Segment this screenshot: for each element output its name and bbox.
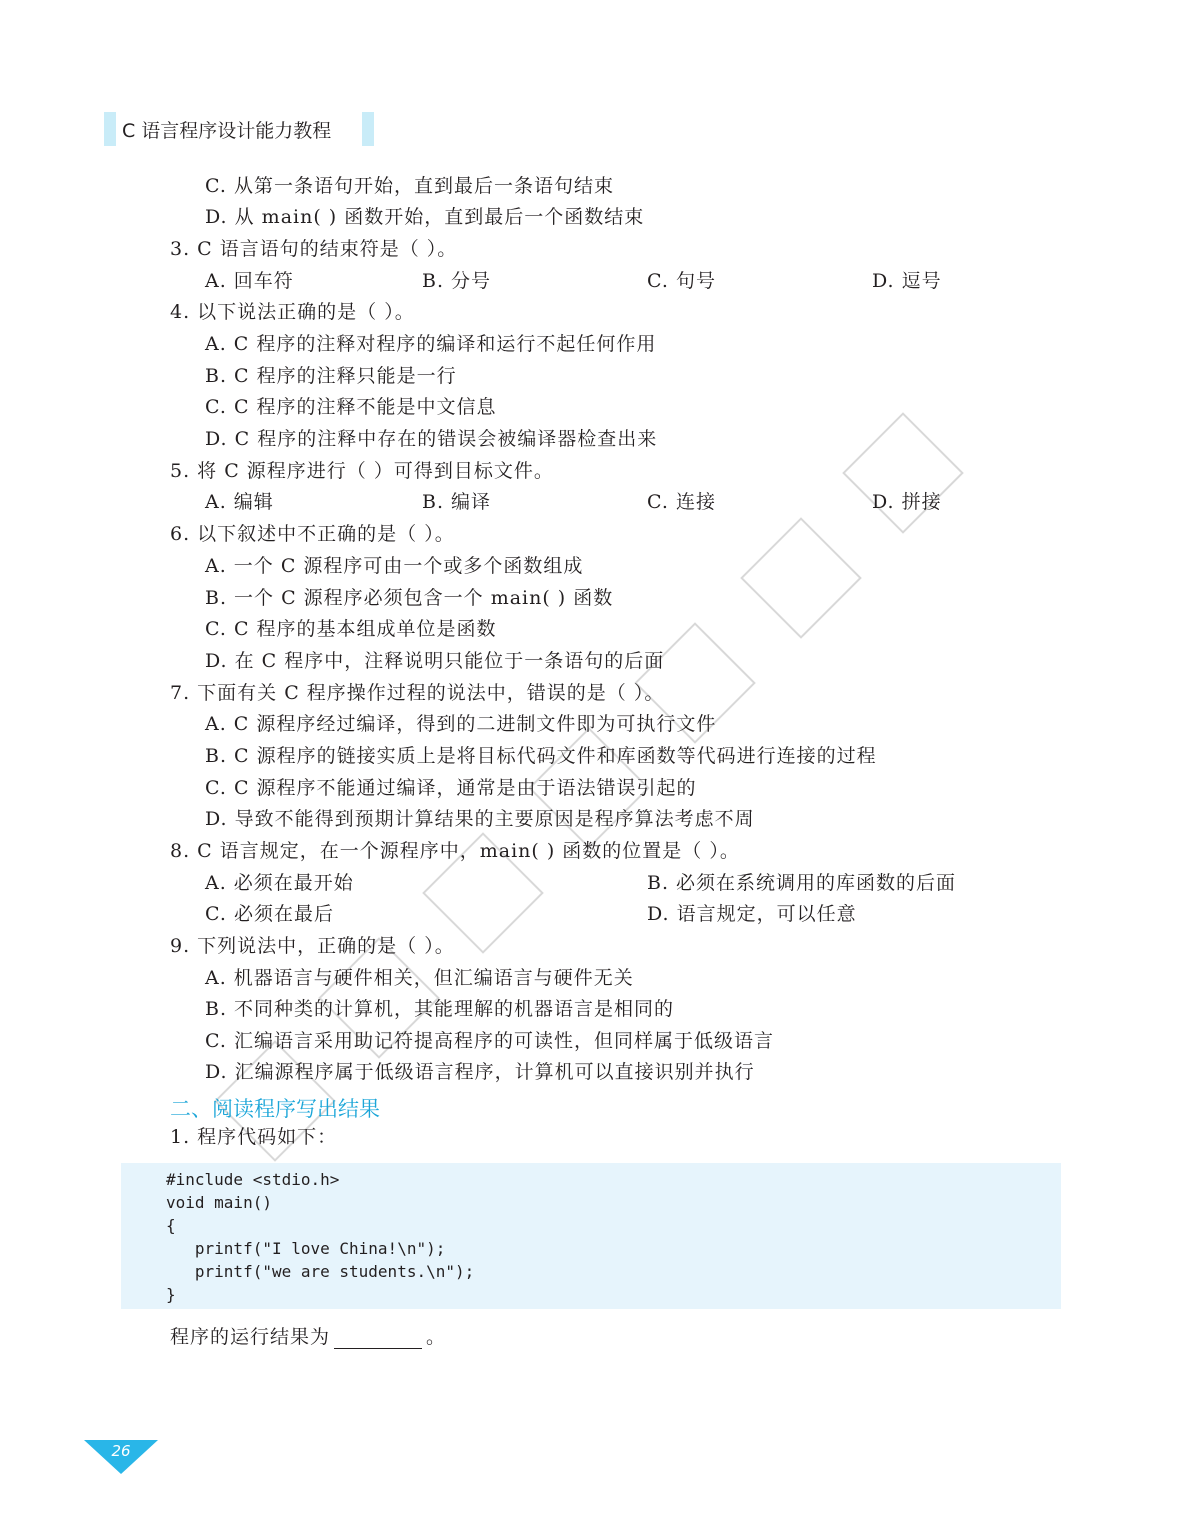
option-d: D. 从 main( ) 函数开始，直到最后一个函数结束 <box>205 206 645 228</box>
option-d: D. 语言规定，可以任意 <box>647 903 857 925</box>
book-title: C 语言程序设计能力教程 <box>122 120 332 142</box>
option-a: A. 回车符 <box>205 270 294 292</box>
result-suffix: 。 <box>426 1326 447 1348</box>
option-c: C. C 程序的基本组成单位是函数 <box>205 618 497 640</box>
option-c: C. C 程序的注释不能是中文信息 <box>205 396 497 418</box>
result-prefix: 程序的运行结果为 <box>170 1326 331 1348</box>
question-9: 9. 下列说法中，正确的是（ ）。 <box>170 935 455 957</box>
code-line: void main() <box>166 1193 272 1212</box>
option-a: A. 机器语言与硬件相关，但汇编语言与硬件无关 <box>205 967 634 989</box>
question-5: 5. 将 C 源程序进行（ ）可得到目标文件。 <box>170 460 554 482</box>
code-block <box>121 1163 1061 1309</box>
option-b: B. C 程序的注释只能是一行 <box>205 365 457 387</box>
watermark-diamond <box>740 517 862 639</box>
option-a: A. 编辑 <box>205 491 274 513</box>
option-c: C. 汇编语言采用助记符提高程序的可读性，但同样属于低级语言 <box>205 1030 774 1052</box>
option-c: C. C 源程序不能通过编译，通常是由于语法错误引起的 <box>205 777 697 799</box>
watermark-diamond <box>842 412 964 534</box>
question-3: 3. C 语言语句的结束符是（ ）。 <box>170 238 458 260</box>
option-d: D. 导致不能得到预期计算结果的主要原因是程序算法考虑不周 <box>205 808 755 830</box>
code-line: } <box>166 1285 176 1304</box>
section-heading: 二、阅读程序写出结果 <box>170 1097 380 1121</box>
question-7: 7. 下面有关 C 程序操作过程的说法中，错误的是（ ）。 <box>170 682 665 704</box>
option-b: B. 一个 C 源程序必须包含一个 main( ) 函数 <box>205 587 614 609</box>
page-number-tab <box>84 1440 158 1474</box>
option-c: C. 从第一条语句开始，直到最后一条语句结束 <box>205 175 614 197</box>
header-bar-right <box>362 112 374 146</box>
option-d: D. 逗号 <box>872 270 942 292</box>
option-b: B. C 源程序的链接实质上是将目标代码文件和库函数等代码进行连接的过程 <box>205 745 877 767</box>
option-b: B. 分号 <box>422 270 492 292</box>
option-c: C. 必须在最后 <box>205 903 334 925</box>
question-intro: 1. 程序代码如下： <box>170 1126 338 1148</box>
option-b: B. 不同种类的计算机，其能理解的机器语言是相同的 <box>205 998 675 1020</box>
option-a: A. C 程序的注释对程序的编译和运行不起任何作用 <box>205 333 657 355</box>
option-d: D. 汇编源程序属于低级语言程序，计算机可以直接识别并执行 <box>205 1061 755 1083</box>
option-d: D. 在 C 程序中，注释说明只能位于一条语句的后面 <box>205 650 665 672</box>
answer-blank <box>334 1330 422 1349</box>
option-c: C. 句号 <box>647 270 716 292</box>
result-line <box>170 1325 446 1349</box>
question-8: 8. C 语言规定，在一个源程序中，main( ) 函数的位置是（ ）。 <box>170 840 740 862</box>
page-number: 26 <box>111 1442 131 1460</box>
option-c: C. 连接 <box>647 491 716 513</box>
code-line: printf("I love China!\n"); <box>166 1239 446 1258</box>
option-d: D. 拼接 <box>872 491 942 513</box>
option-b: B. 编译 <box>422 491 492 513</box>
option-a: A. 必须在最开始 <box>205 872 354 894</box>
question-4: 4. 以下说法正确的是（ ）。 <box>170 301 415 323</box>
code-line: { <box>166 1216 176 1235</box>
header-bar-left <box>104 112 116 146</box>
code-line: printf("we are students.\n"); <box>166 1262 475 1281</box>
question-6: 6. 以下叙述中不正确的是（ ）。 <box>170 523 455 545</box>
option-a: A. C 源程序经过编译，得到的二进制文件即为可执行文件 <box>205 713 717 735</box>
option-a: A. 一个 C 源程序可由一个或多个函数组成 <box>205 555 584 577</box>
option-d: D. C 程序的注释中存在的错误会被编译器检查出来 <box>205 428 658 450</box>
code-line: #include <stdio.h> <box>166 1170 340 1189</box>
option-b: B. 必须在系统调用的库函数的后面 <box>647 872 957 894</box>
